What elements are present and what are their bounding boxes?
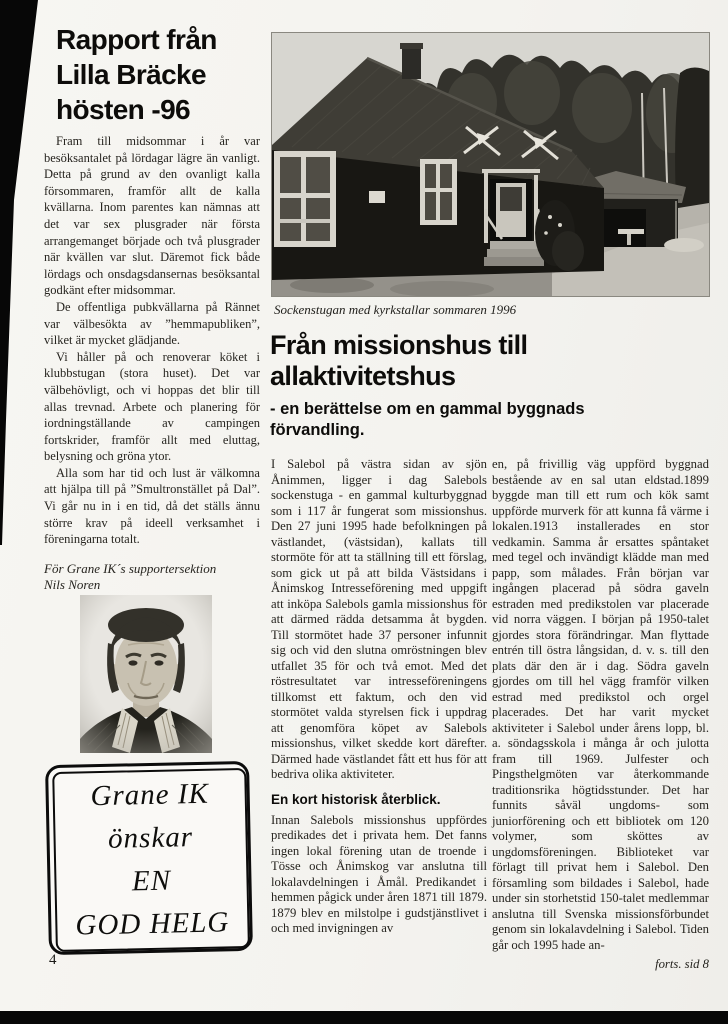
greeting-line: GOD HELG [75,906,230,942]
portrait-photo [80,594,212,754]
greeting-line: Grane IK [90,777,210,813]
photo-caption: Sockenstugan med kyrkstallar sommaren 1996 [274,302,517,317]
greeting-line: EN [131,864,172,898]
signature-line: För Grane IK´s supportersektion [44,560,217,576]
greeting-line: önskar [107,821,194,855]
article-column-right [492,457,709,973]
body-paragraph: De offentliga pubkvällarna på Rännet var välbesökta av ”hemmapubliken”, vilket är mycket glädjande. [44,299,260,348]
article-title [270,330,527,392]
body-paragraph: Innan Salebols missionshus uppfördes predikades det i privata hem. Det fanns ingen lokal förening utan de troende i Tösse och Ånimskog var anslutna till lokalavdelningen i Åmål. Predikandet i hemmen pågick under åren 1871 till 1879. 1879 blev en milstolpe i gudstjänstlivet i och med invigningen av [271,812,487,935]
article-title-line: Från missionshus till [270,330,528,360]
continuation-note: forts. sid 8 [655,957,709,971]
section-heading: En kort historisk återblick. [271,791,441,807]
report-title [56,22,217,127]
scan-artifact-left-edge [0,0,44,560]
signature-line: Nils Noren [44,577,101,593]
report-body [44,133,260,594]
body-paragraph: Vi håller på och renoverar köket i klubbstugan (stora huset). Det var välbehövligt, och vi hoppas det blir till allas trevnad. Arbete och planering för iordningställande av campingen fortskrider, framför allt med eluttag, belysning och gröna ytor. [44,349,260,464]
body-paragraph: I Salebol på västra sidan av sjön Ånimmen, ligger i dag Salebols sockenstuga - en gammal kulturbyggnad som i 117 år fungerat som missionshus. Den 27 juni 1995 hade befolkningen på västlandet, (västsidan), kallats till stormöte för att ta ställning till ett förslag, som gick ut på att bilda Västsidans i Ånimskog Intresseförening med uppgift att inköpa Salebols gamla missionshus för att därmed rädda detsamma åt bygden. Till stormötet hade 37 personer infunnit sig och vid den slutna omröstningen blev utfallet 35 för och två emot. Med det röstresultatet var intresseföreningens tillkomst ett faktum, och den vid stormötet valda styrelsen fick i uppdrag att genomföra köpet av Salebols missionshus, vilket skedde kort därefter. Därmed hade västlandet fått ett hus för att bedriva olika aktiviteter. [271,457,487,781]
portrait-photo-art [80,594,212,754]
building-photo-art [272,33,709,296]
page-number: 4 [49,952,57,968]
body-paragraph: en, på frivillig väg uppförd byggnad bestående av en sal utan eldstad.1899 byggde man till ett rum och kök samt uppförde murverk för att kunna få värme i lokalen.1913 installerades en stor vedkamin. Samma år ersattes spåntaket med tegel och invändigt klädde man med papp, som målades. Från början var ingången placerad på södra gaveln estraden med predikstolen var placerade vid norra väggen. I början på 1950-talet gjordes stora förändringar. Man flyttade entrén till östra långsidan, d. v. s. till den plats där den är i dag. Södra gaveln gjordes om till hel vägg framför vilken estrad med predikstol och orgel placerades. Det har varit mycket aktiviteter i Salebol under årens lopp, bl. a. söndagsskola i många år och julotta fram till 1969. Julfester och Pingsthelgmöten var återkommande traditionsrika högtidsstunder. Det har funnits såväl ungdoms- som juniorförening och ett bibliotek om 120 volymer, som sköttes av ungdomsföreningen. Biblioteket var förlagt till privat hem i Salebol. Den församling som bildades i Salebol, hade under sin storhetstid 150-talet medlemmar anslutna till Svenska missionsförbundet genom sin lokalavdelning i Salebol. Tiden går och 1995 hade an- [492,457,709,952]
body-paragraph: Alla som har tid och lust är välkomna att hjälpa till på ”Smultronstället på Dal”. Vi går nu in i en tid, då det ställs ännu större krav på ideell verksamhet i föreningarna totalt. [44,465,260,547]
article-title-line: allaktivitetshus [270,361,456,391]
building-photo [272,33,709,296]
greeting-box [45,761,253,955]
article-column-middle [271,457,487,937]
scan-artifact-bottom-edge [0,1011,728,1024]
greeting-box-inner-border [52,768,250,952]
signature [44,561,260,594]
report-title-line: Lilla Bräcke [56,59,206,90]
body-paragraph: Fram till midsommar i år var besöksantalet på lördagar lägre än vanligt. Detta på grund av den ovanligt kalla försommaren, framför allt de kalla kvällarna. Inom parentes kan nämnas att det var sex plusgrader när första arrangemanget började och två plusgrader när kvällen var slut. Däremot fick både lördags och onsdagsdansernas besöksantal godkänt efter midsommar. [44,134,260,298]
report-title-line: Rapport från [56,24,217,55]
article-subtitle: - en berättelse om en gammal byggnads förvandling. [270,400,585,439]
report-title-line: hösten -96 [56,94,191,125]
